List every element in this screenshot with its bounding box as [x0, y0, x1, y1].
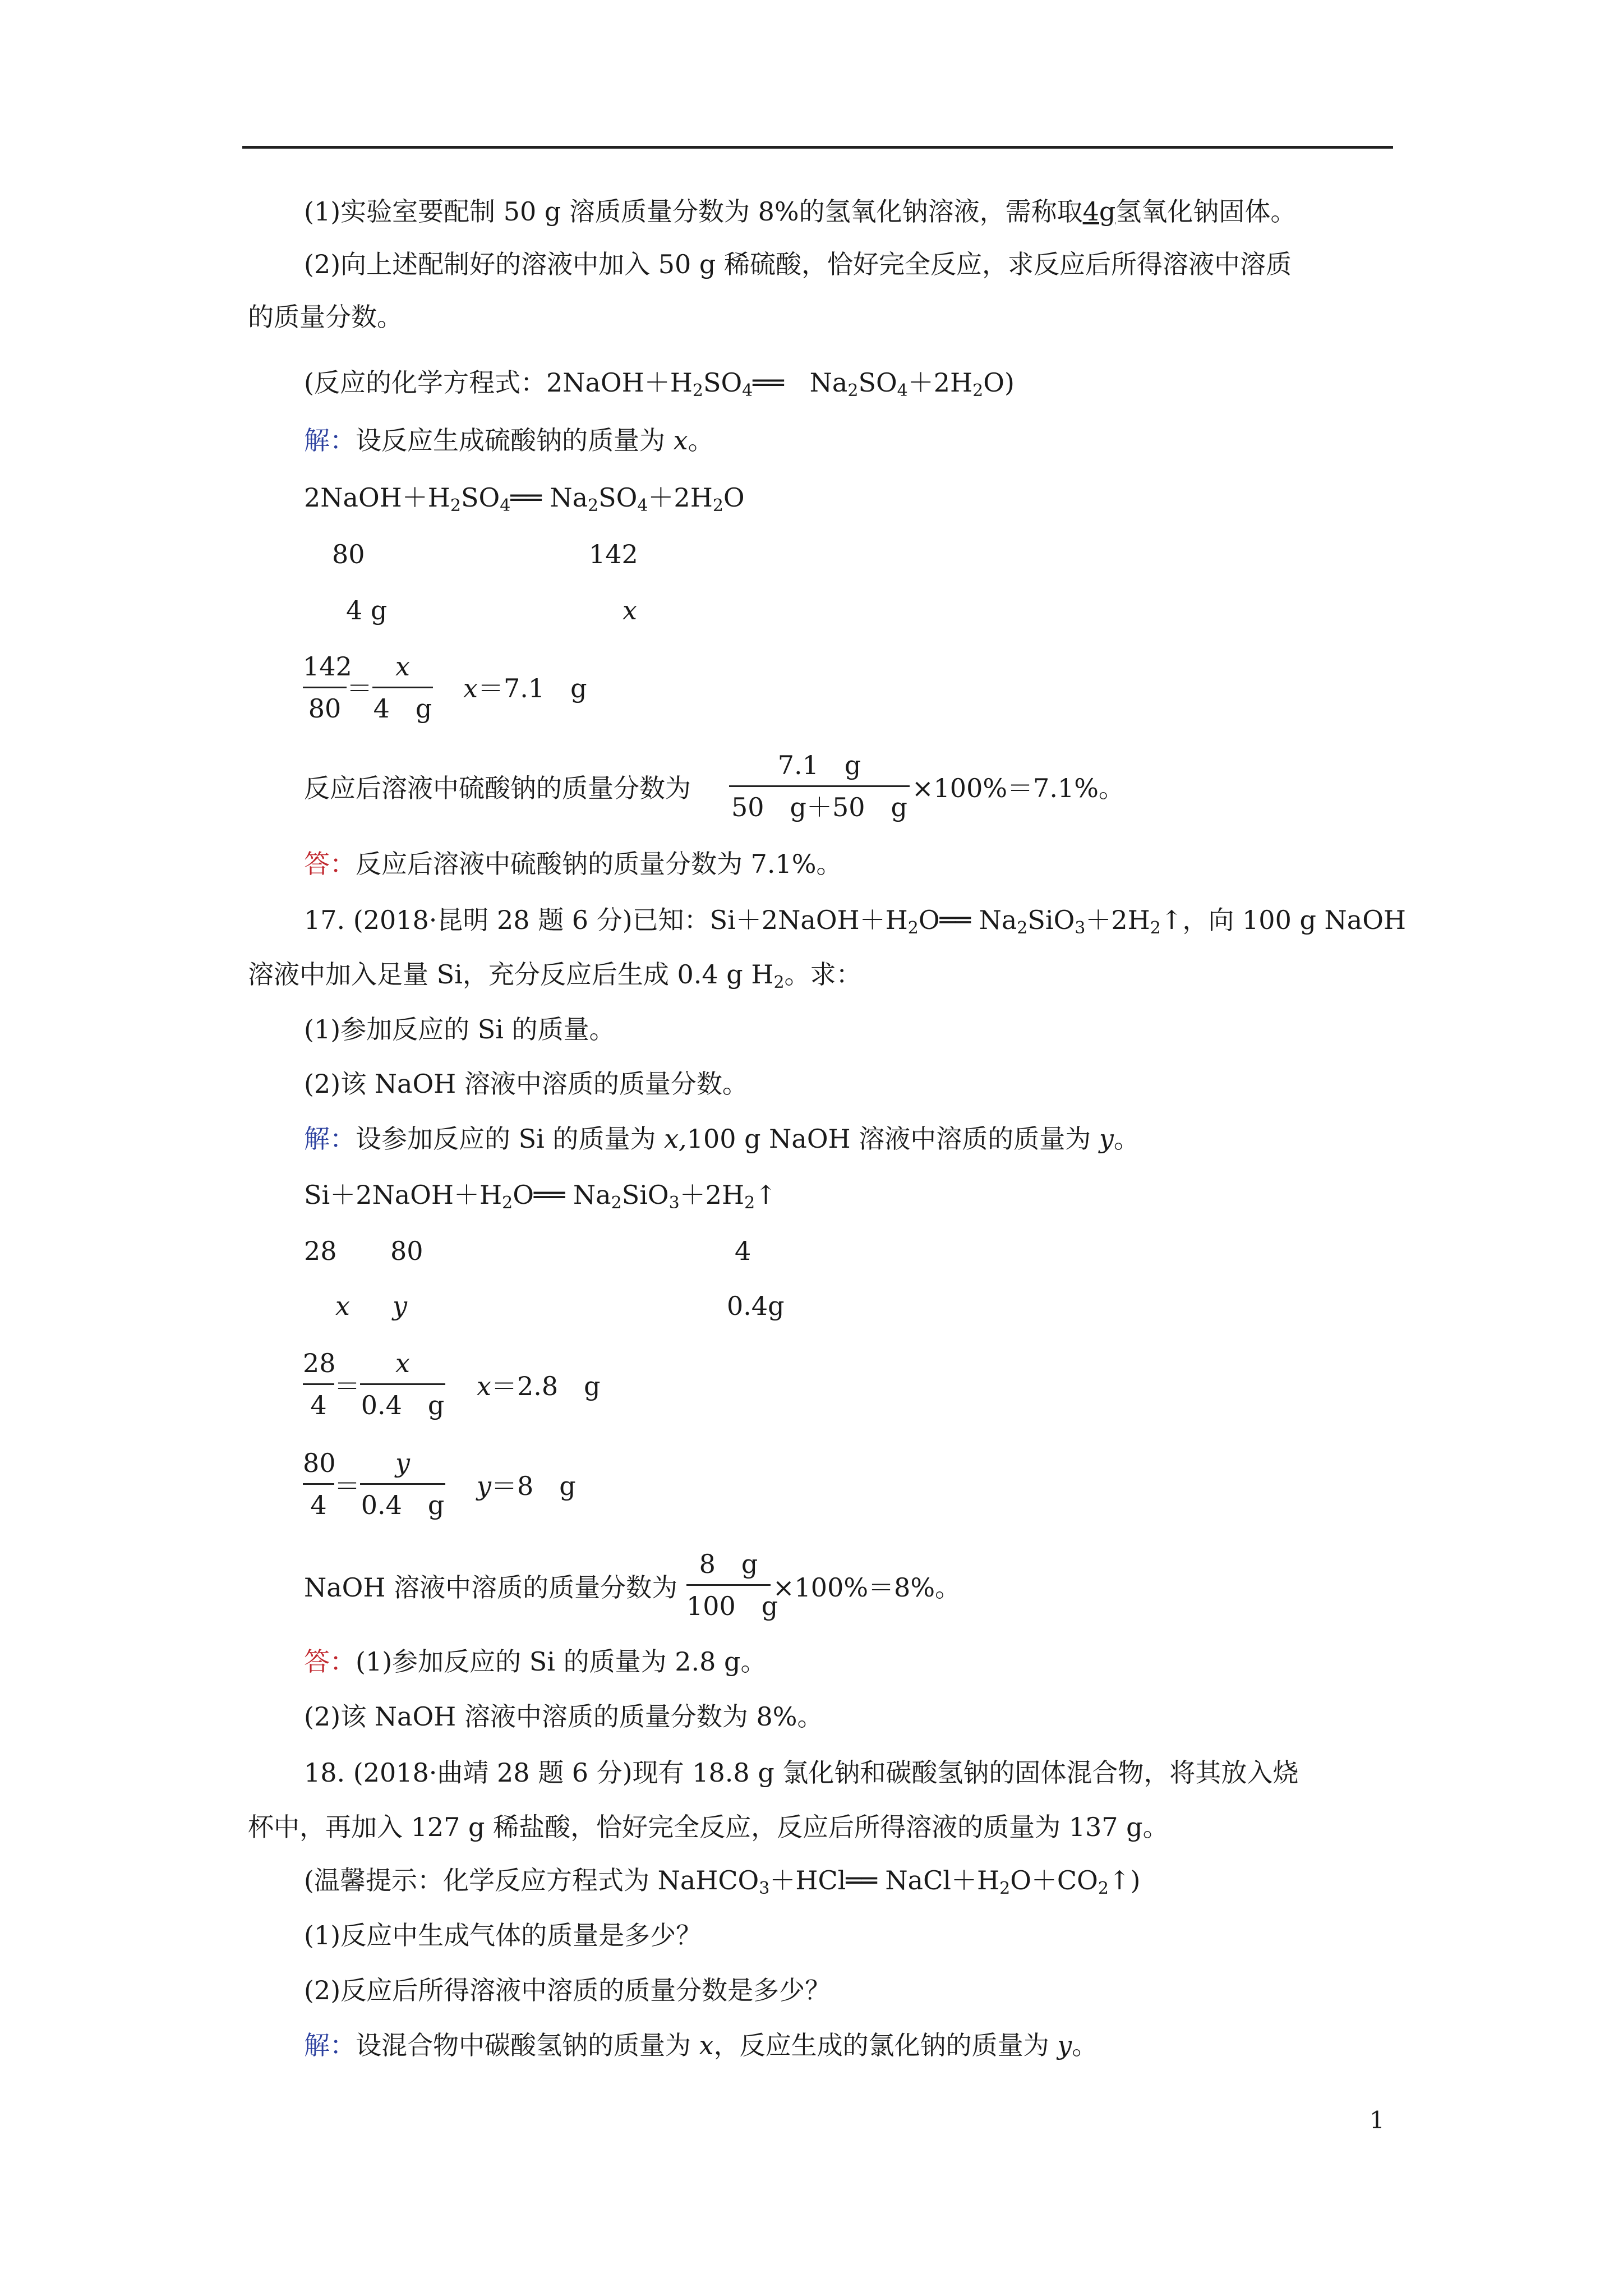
q17-ratio2-right: y 0.4 g [361, 1448, 445, 1520]
q17-ratio1-left: 28 4 [303, 1348, 336, 1420]
solution-label: 解： [304, 2030, 356, 2060]
q16-reaction-equation: $2NaOH+H_2SO_4══$ $Na_2SO_4+2H_2O$ [304, 482, 745, 516]
q17-fraction-text: NaOH 溶液中溶质的质量分数为 [304, 1572, 678, 1603]
q17-ratio1-right: x 0.4 g [361, 1348, 445, 1420]
q17-part2: (2)该 NaOH 溶液中溶质的质量分数。 [304, 1069, 748, 1099]
q17-part1: (1)参加反应的 Si 的质量。 [304, 1014, 615, 1045]
q17-mass-x: x [335, 1291, 350, 1321]
q16-part2: (2)向上述配制好的溶液中加入 50 g 稀硫酸，恰好完全反应，求反应后所得溶液中溶质 [304, 249, 1292, 279]
q18-stem-line2: 杯中，再加入 127 g 稀盐酸，恰好完全反应，反应后所得溶液的质量为 137 g。 [248, 1812, 1169, 1842]
q16-part1-answer: 4g [1082, 196, 1116, 227]
solution-label: 解： [304, 1124, 356, 1154]
q16-molar-mass-left: 80 [332, 539, 365, 569]
q17-ratio2-left: 80 4 [303, 1448, 336, 1520]
q17-mass-y: y [393, 1291, 407, 1321]
q17-ratio2-result: y＝8 g [477, 1471, 576, 1501]
q17-reaction-equation: $Si+2NaOH+H_2O══$ $Na_2SiO_3+2H_2↑$ [304, 1180, 777, 1213]
q17-fraction-tail: ×100%＝8%。 [773, 1572, 961, 1603]
q17-molar-mass-h2: 4 [735, 1236, 751, 1266]
q16-ratio-right: x 4 g [373, 651, 432, 724]
q17-answer1: 答：(1)参加反应的 Si 的质量为 2.8 g。 [304, 1646, 767, 1677]
solution-label: 解： [304, 425, 356, 455]
q16-mass-right: x [623, 595, 637, 625]
q16-ratio-left: 142 80 [303, 651, 352, 724]
q18-hint: (温馨提示：化学反应方程式为 NaHCO$_3$＋HCl══ $NaCl+H_2O+CO_2↑$) [304, 1865, 1141, 1898]
q16-fraction-text: 反应后溶液中硫酸钠的质量分数为 [304, 773, 691, 803]
header-rule [242, 146, 1393, 149]
page-number: 1 [1370, 2106, 1385, 2134]
q16-fraction-tail: ×100%＝7.1%。 [912, 773, 1124, 803]
q17-mass-h2: 0.4g [727, 1291, 785, 1321]
q16-molar-mass-right: 142 [589, 539, 638, 569]
q17-ratio2-equals: ＝ [334, 1471, 360, 1501]
q17-mass-fraction: 8 g 100 g [686, 1549, 778, 1621]
q16-part1: (1)实验室要配制 50 g 溶质质量分数为 8%的氢氧化钠溶液，需称取4g氢氧化钠固体。 [304, 196, 1297, 227]
q16-ratio-result: x＝7.1 g [463, 673, 587, 703]
q16-solution-setup: 解：设反应生成硫酸钠的质量为 x。 [304, 425, 714, 455]
q17-stem-line2: 溶液中加入足量 Si，充分反应后生成 0.4 g $H_2$。求： [248, 959, 862, 992]
answer-label: 答： [304, 849, 356, 879]
q18-part2: (2)反应后所得溶液中溶质的质量分数是多少？ [304, 1975, 831, 2005]
q16-mass-fraction: 7.1 g 50 g＋50 g [729, 748, 910, 824]
q17-molar-mass-si: 28 [304, 1236, 337, 1266]
answer-label: 答： [304, 1646, 356, 1677]
q16-part2-cont: 的质量分数。 [248, 302, 403, 332]
q16-answer: 答：反应后溶液中硫酸钠的质量分数为 7.1%。 [304, 849, 842, 879]
q17-ratio1-result: x＝2.8 g [477, 1371, 601, 1401]
q16-equation-note: (反应的化学方程式：$2NaOH+H_2SO_4══$ $Na_2SO_4+2H_2O$) [304, 367, 1015, 401]
q18-solution-setup: 解：设混合物中碳酸氢钠的质量为 x，反应生成的氯化钠的质量为 y。 [304, 2030, 1098, 2060]
q17-ratio1-equals: ＝ [334, 1371, 360, 1401]
q17-answer2: (2)该 NaOH 溶液中溶质的质量分数为 8%。 [304, 1701, 823, 1732]
q18-stem-line1: 18. (2018·曲靖 28 题 6 分)现有 18.8 g 氯化钠和碳酸氢钠的固体混合物，将其放入烧 [304, 1757, 1299, 1788]
q17-solution-setup: 解：设参加反应的 Si 的质量为 x,100 g NaOH 溶液中溶质的质量为 y。 [304, 1124, 1140, 1154]
q18-part1: (1)反应中生成气体的质量是多少？ [304, 1920, 702, 1950]
q16-mass-left: 4 g [346, 595, 388, 625]
q17-stem-line1: 17. (2018·昆明 28 题 6 分)已知：$Si+2NaOH+H_2O══$ $Na_2SiO_3+2H_2↑$，向 100 g NaOH [304, 905, 1407, 938]
q16-ratio-equals: ＝ [347, 673, 372, 703]
q17-molar-mass-naoh: 80 [390, 1236, 423, 1266]
